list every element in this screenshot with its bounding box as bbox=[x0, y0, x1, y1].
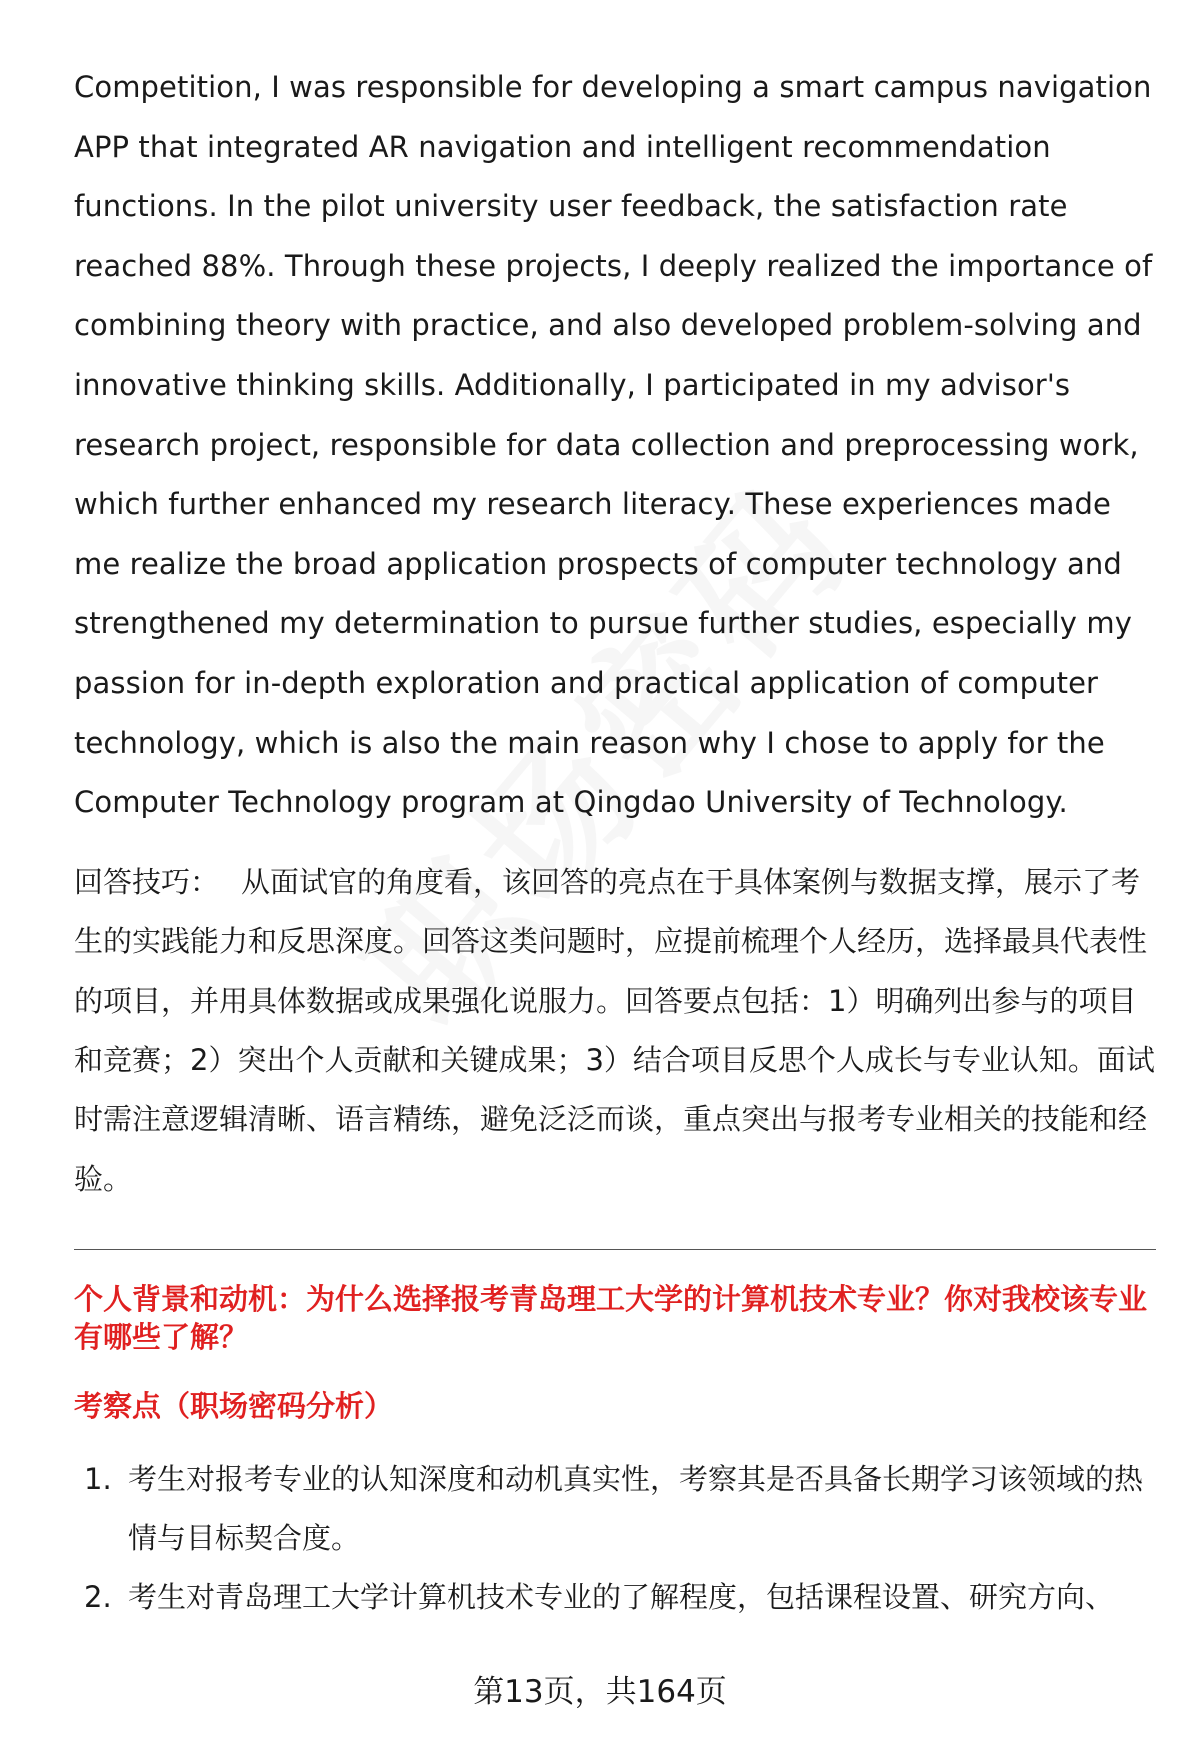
analysis-points-list bbox=[74, 1450, 1156, 1627]
tips-paragraph bbox=[74, 853, 1156, 1209]
list-item bbox=[74, 1568, 1156, 1627]
tips-label: 回答技巧： bbox=[74, 864, 220, 899]
list-item-text: 考生对报考专业的认知深度和动机真实性，考察其是否具备长期学习该领域的热情与目标契合度。 bbox=[128, 1462, 1144, 1556]
question-heading: 个人背景和动机：为什么选择报考青岛理工大学的计算机技术专业？你对我校该专业有哪些了解？ bbox=[74, 1282, 1148, 1355]
analysis-heading: 考察点（职场密码分析） bbox=[74, 1389, 394, 1424]
page-number-footer: 第13页，共164页 bbox=[473, 1674, 727, 1710]
answer-paragraph: Competition, I was responsible for developing a smart campus navigation APP that integrated AR navigation and intelligent recommendation functions. In the pilot university user feedback, the satisfaction rate reached 88%. Through these projects, I deeply realized the importance of combining theory with practice, and also developed problem-solving and innovative thinking skills. Additionally, I participated in my advisor's research project, responsible for data collection and preprocessing work, which further enhanced my research literacy. These experiences made me realize the broad application prospects of computer technology and strengthened my determination to pursue further studies, especially my passion for in-depth exploration and practical application of computer technology, which is also the main reason why I chose to apply for the Computer Technology program at Qingdao University of Technology. bbox=[74, 70, 1153, 820]
list-item-text: 考生对青岛理工大学计算机技术专业的了解程度，包括课程设置、研究方向、 bbox=[128, 1580, 1115, 1615]
page-content bbox=[74, 58, 1156, 1627]
list-item-number: 1. bbox=[84, 1462, 112, 1497]
tips-text: 从面试官的角度看，该回答的亮点在于具体案例与数据支撑，展示了考生的实践能力和反思深度。回答这类问题时，应提前梳理个人经历，选择最具代表性的项目，并用具体数据或成果强化说服力。回答要点包括：1）明确列出参与的项目和竞赛；2）突出个人贡献和关键成果；3）结合项目反思个人成长与专业认知。面试时需注意逻辑清晰、语言精练，避免泛泛而谈，重点突出与报考专业相关的技能和经验。 bbox=[74, 864, 1155, 1196]
section-divider bbox=[74, 1249, 1156, 1250]
list-item-number: 2. bbox=[84, 1580, 112, 1615]
list-item bbox=[74, 1450, 1156, 1568]
